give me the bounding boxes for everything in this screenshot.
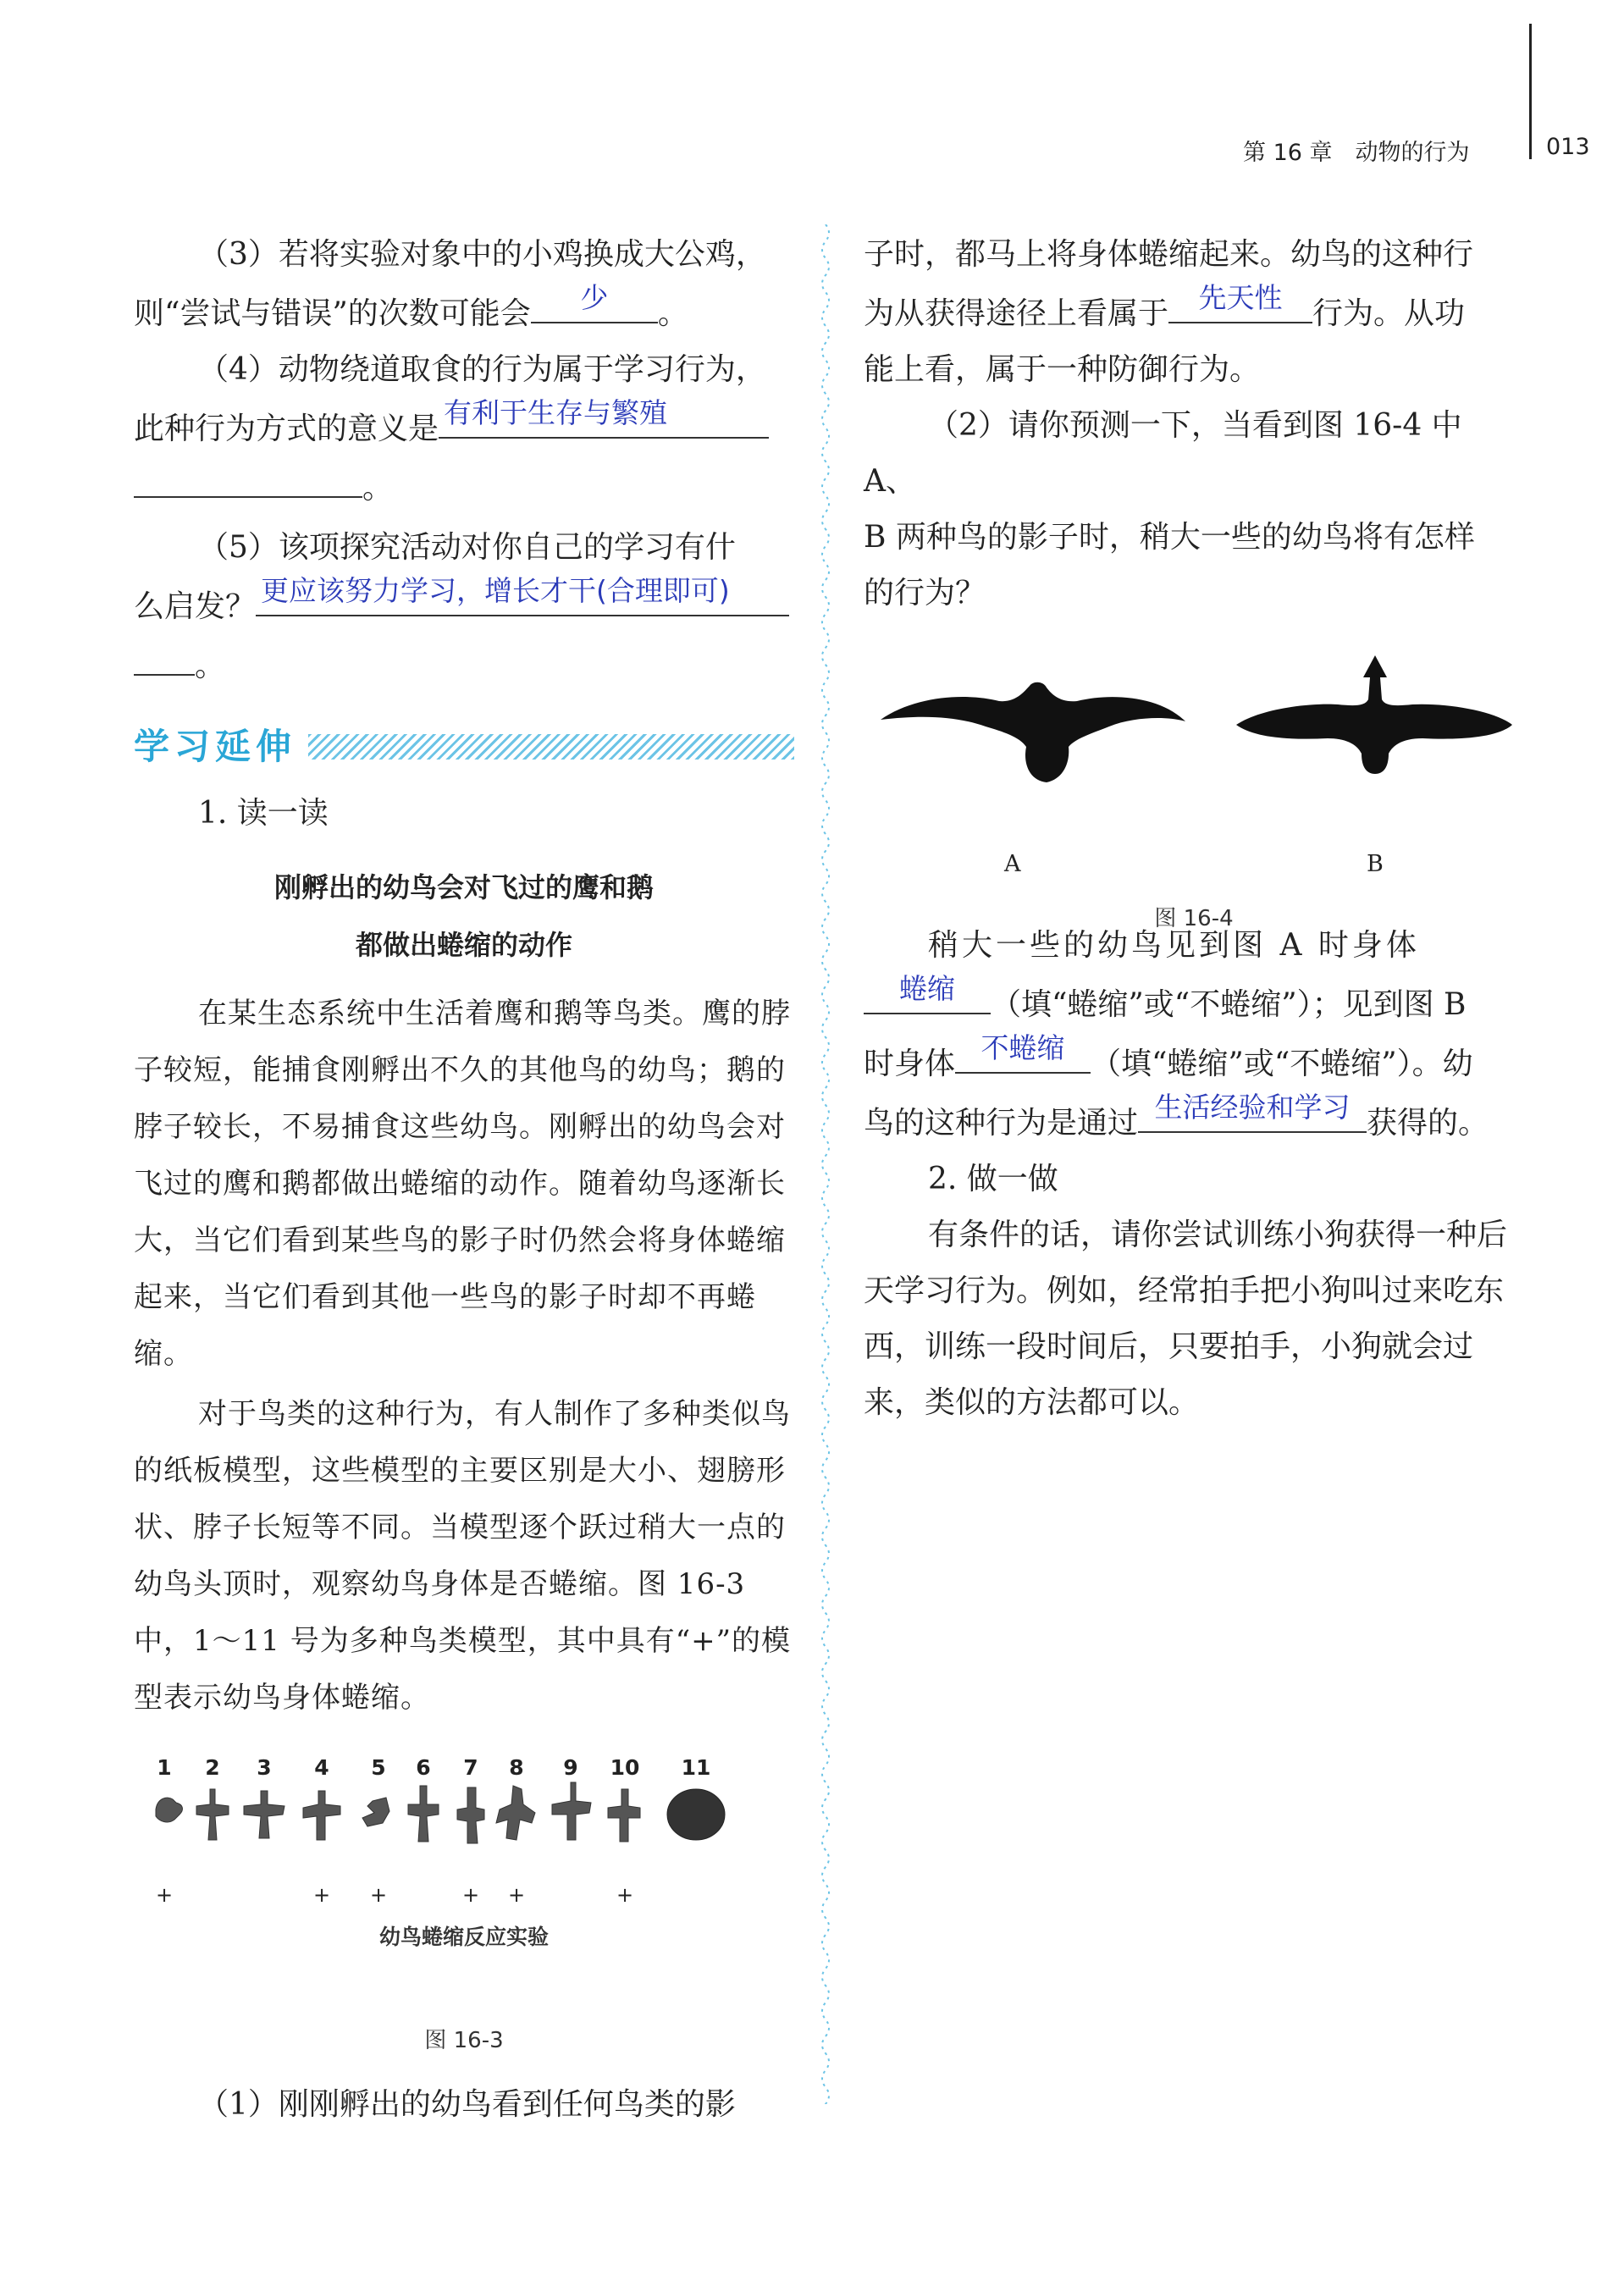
section-heading <box>134 713 794 781</box>
model-number-3: 3 <box>257 1755 272 1780</box>
hawk-silhouette <box>881 682 1185 782</box>
model-number-11: 11 <box>681 1755 711 1780</box>
figure-16-3-caption: 图 16-3 <box>424 2028 504 2053</box>
figure-16-3 <box>134 1737 794 2069</box>
model-number-10: 10 <box>610 1755 640 1780</box>
q1-answer: 先天性 <box>1198 281 1283 314</box>
model-number-9: 9 <box>563 1755 578 1780</box>
q1-blank <box>1168 283 1312 323</box>
model-number-6: 6 <box>416 1755 431 1780</box>
model-plus-marker: + <box>312 1883 331 1907</box>
q5-line-b: 么启发？ 更应该努力学习，增长才干(合理即可) <box>134 576 794 635</box>
answer-c-value: 生活经验和学习 <box>1154 1091 1351 1124</box>
answer-line-d: 鸟的这种行为是通过 生活经验和学习 获得的。 <box>864 1091 1489 1141</box>
q2-line-a: （2）请你预测一下，当看到图 16-4 中 A、 <box>864 408 1462 499</box>
reading-title: 刚孵出的幼鸟会对飞过的鹰和鹅 都做出蜷缩的动作 <box>273 871 654 961</box>
answer-line-a: 稍大一些的幼鸟见到图 A 时身体 <box>928 928 1420 963</box>
model-4-silhouette <box>303 1791 340 1840</box>
figure-16-3-title: 幼鸟蜷缩反应实验 <box>378 1925 549 1949</box>
page-number: 013 <box>1546 134 1590 160</box>
q2-line-c: 的行为？ <box>864 576 986 610</box>
model-10-silhouette <box>608 1789 640 1842</box>
q1-cont-line-a: 子时，都马上将身体蜷缩起来。幼鸟的这种行 <box>864 237 1474 272</box>
figure-16-4-caption: 图 16-4 <box>1154 906 1234 931</box>
model-plus-marker: + <box>461 1883 480 1907</box>
model-number-5: 5 <box>371 1755 386 1780</box>
model-numbers <box>134 1737 794 1780</box>
q2-line-b: B 两种鸟的影子时，稍大一些的幼鸟将有怎样 <box>864 520 1475 555</box>
model-number-2: 2 <box>205 1755 220 1780</box>
q1-cont-line-d: 能上看，属于一种防御行为。 <box>864 352 1261 387</box>
q3-answer: 少 <box>580 281 609 314</box>
q1-cont-line-b: 为从获得途径上看属于 先天性 行为。从功 <box>864 281 1466 331</box>
answer-c-blank <box>1138 1092 1367 1133</box>
q4-answer: 有利于生存与繁殖 <box>444 396 668 429</box>
column-divider <box>815 224 836 2104</box>
model-3-silhouette <box>244 1791 284 1838</box>
answer-line-b: 蜷缩 （填“蜷缩”或“不蜷缩”）；见到图 B <box>864 974 1524 1033</box>
chapter-title: 第 16 章 动物的行为 <box>1243 140 1470 166</box>
model-11-silhouette <box>667 1789 725 1840</box>
answer-a-value: 蜷缩 <box>899 972 955 1005</box>
reading-paragraph-1: 在某生态系统中生活着鹰和鹅等鸟类。鹰的脖子较短，能捕食刚孵出不久的其他鸟的幼鸟；鹅的脖子较长，不易捕食这些幼鸟。刚孵出的幼鸟会对飞过的鹰和鹅都做出蜷缩的动作。随着幼鸟逐渐长大，当它们看到某些鸟的影子时仍然会将身体蜷缩起来，当它们看到其他一些鸟的影子时却不再蜷缩。 <box>134 997 791 1371</box>
model-number-1: 1 <box>157 1755 172 1780</box>
goose-silhouette <box>1236 655 1512 774</box>
q5-blank-cont <box>134 635 195 676</box>
do-label: 2. 做一做 <box>928 1162 1058 1196</box>
reading-paragraph-2: 对于鸟类的这种行为，有人制作了多种类似鸟的纸板模型，这些模型的主要区别是大小、翅膀形状、脖子长短等不同。当模型逐个跃过稍大一点的幼鸟头顶时，观察幼鸟身体是否蜷缩。图 16-3 中，1～11 号为多种鸟类模型，其中具有“+”的模型表示幼鸟身体蜷缩。 <box>134 1397 791 1715</box>
bird-a-label: A <box>1004 851 1021 877</box>
model-number-4: 4 <box>314 1755 329 1780</box>
q3-line-b: 则“尝试与错误”的次数可能会 少 。 <box>134 281 688 331</box>
section-title: 学习延伸 <box>134 726 297 767</box>
bird-b-label: B <box>1367 851 1384 877</box>
header-rule <box>1529 24 1532 159</box>
do-paragraph: 有条件的话，请你尝试训练小狗获得一种后天学习行为。例如，经常拍手把小狗叫过来吃东西，训练一段时间后，只要拍手，小狗就会过来，类似的方法都可以。 <box>864 1218 1508 1420</box>
answer-b-blank <box>955 1033 1091 1074</box>
model-number-8: 8 <box>509 1755 524 1780</box>
model-plus-marker: + <box>369 1883 388 1907</box>
model-plus-marker: + <box>616 1883 634 1907</box>
model-plus-markers <box>134 1867 794 1907</box>
q4-line-a: （4）动物绕道取食的行为属于学习行为， <box>198 352 766 387</box>
answer-b-value: 不蜷缩 <box>980 1031 1065 1064</box>
model-5-silhouette <box>362 1798 389 1826</box>
right-column <box>864 227 1524 1431</box>
model-plus-marker: + <box>155 1883 174 1907</box>
q5-answer: 更应该努力学习，增长才干(合理即可) <box>261 574 730 607</box>
read-label: 1. 读一读 <box>198 796 329 831</box>
q4-blank <box>439 398 769 439</box>
answer-line-c: 时身体 不蜷缩 （填“蜷缩”或“不蜷缩”）。幼 <box>864 1031 1473 1081</box>
q4-line-c: 。 <box>134 457 794 517</box>
q4-line-b: 此种行为方式的意义是 有利于生存与繁殖 <box>134 398 794 457</box>
model-plus-marker: + <box>507 1883 526 1907</box>
q4-blank-cont <box>134 457 362 498</box>
left-column <box>134 227 794 2133</box>
q1-line-start: （1）刚刚孵出的幼鸟看到任何鸟类的影 <box>198 2087 736 2122</box>
figure-16-4 <box>864 655 1524 931</box>
q5-line-a: （5）该项探究活动对你自己的学习有什 <box>198 530 736 565</box>
q3-line-a: （3）若将实验对象中的小鸡换成大公鸡， <box>198 237 766 272</box>
model-1-silhouette <box>156 1798 182 1822</box>
model-number-7: 7 <box>463 1755 478 1780</box>
answer-a-blank <box>864 974 991 1014</box>
bird-silhouettes <box>864 655 1524 825</box>
q5-line-c: 。 <box>134 635 794 694</box>
q3-blank <box>531 283 658 323</box>
model-2-silhouette <box>196 1789 229 1840</box>
q5-blank <box>256 576 789 616</box>
section-hatch-decoration <box>308 734 794 760</box>
